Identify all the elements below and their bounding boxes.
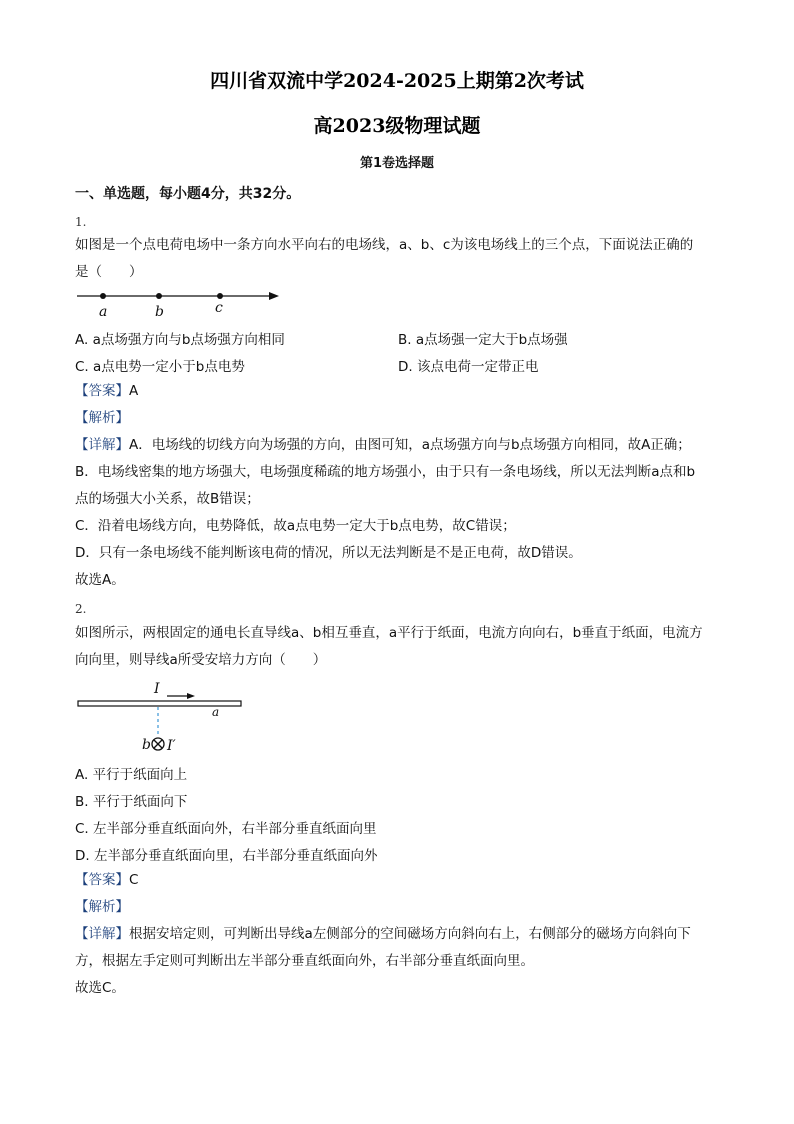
question-2-detail-line1: 【详解】根据安培定则，可判断出导线a左侧部分的空间磁场方向斜向右上，右侧部分的磁场方向斜向下	[75, 926, 691, 942]
exam-title: 四川省双流中学2024-2025上期第2次考试	[210, 70, 584, 92]
part-heading: 第1卷选择题	[359, 156, 435, 171]
question-1-detail-line3: 点的场强大小关系，故B错误；	[75, 491, 260, 507]
label-c: c	[215, 300, 223, 316]
detail-tag: 【详解】	[75, 437, 129, 453]
label-current-i-prime: I′	[167, 738, 176, 754]
question-1-detail-line4: C．沿着电场线方向，电势降低，故a点电势一定大于b点电势，故C错误；	[75, 518, 516, 534]
question-2-stem-line2: 向向里，则导线a所受安培力方向（ ）	[75, 652, 327, 668]
label-a: a	[99, 304, 108, 320]
question-1-conclusion: 故选A。	[75, 572, 125, 588]
question-1-stem-line1: 如图是一个点电荷电场中一条方向水平向右的电场线，a、b、c为该电场线上的三个点，下面说法正确的	[75, 237, 694, 253]
label-wire-b: b	[142, 737, 151, 753]
question-1-option-a: A. a点场强方向与b点场强方向相同	[75, 332, 285, 348]
answer-tag: 【答案】	[75, 872, 129, 888]
question-1-analysis-tag: 【解析】	[75, 410, 129, 426]
detail-tag: 【详解】	[75, 926, 129, 942]
question-1-detail-line1: 【详解】A．电场线的切线方向为场强的方向，由图可知，a点场强方向与b点场强方向相同，故A正确；	[75, 437, 691, 453]
question-2-option-d: D. 左半部分垂直纸面向里，右半部分垂直纸面向外	[75, 848, 378, 864]
question-2-answer	[75, 871, 138, 889]
question-1-answer	[75, 382, 138, 400]
question-2-option-b: B. 平行于纸面向下	[75, 794, 188, 810]
answer-value: C	[129, 872, 139, 888]
field-line-figure	[75, 286, 285, 320]
question-1-option-c: C. a点电势一定小于b点电势	[75, 359, 245, 375]
answer-value: A	[129, 383, 139, 399]
section-heading: 一、单选题，每小题4分，共32分。	[75, 186, 301, 202]
question-1-option-b: B. a点场强一定大于b点场强	[398, 332, 568, 348]
point-a	[100, 293, 106, 299]
question-2-number: 2.	[75, 602, 87, 616]
question-1-stem-line2: 是（ ）	[75, 264, 143, 280]
question-1-detail-line5: D．只有一条电场线不能判断该电荷的情况，所以无法判断是不是正电荷，故D错误。	[75, 545, 582, 561]
question-2-conclusion: 故选C。	[75, 980, 125, 996]
question-2-option-c: C. 左半部分垂直纸面向外，右半部分垂直纸面向里	[75, 821, 377, 837]
answer-tag: 【答案】	[75, 383, 129, 399]
wire-figure	[75, 678, 250, 758]
question-2-analysis-tag: 【解析】	[75, 899, 129, 915]
point-b	[156, 293, 162, 299]
question-1-number: 1.	[75, 215, 87, 229]
question-1-option-d: D. 该点电荷一定带正电	[398, 359, 539, 375]
question-2-option-a: A. 平行于纸面向上	[75, 767, 188, 783]
label-wire-a: a	[212, 705, 220, 719]
point-c	[217, 293, 223, 299]
label-current-i: I	[154, 681, 160, 697]
exam-subtitle: 高2023级物理试题	[313, 115, 481, 137]
question-2-detail-line2: 方，根据左手定则可判断出左半部分垂直纸面向外，右半部分垂直纸面向里。	[75, 953, 534, 969]
label-b: b	[155, 304, 164, 320]
question-1-detail-line2: B．电场线密集的地方场强大，电场强度稀疏的地方场强小，由于只有一条电场线，所以无法判断a点和b	[75, 464, 696, 480]
question-2-stem-line1: 如图所示，两根固定的通电长直导线a、b相互垂直，a平行于纸面，电流方向向右，b垂直于纸面，电流方	[75, 625, 703, 641]
